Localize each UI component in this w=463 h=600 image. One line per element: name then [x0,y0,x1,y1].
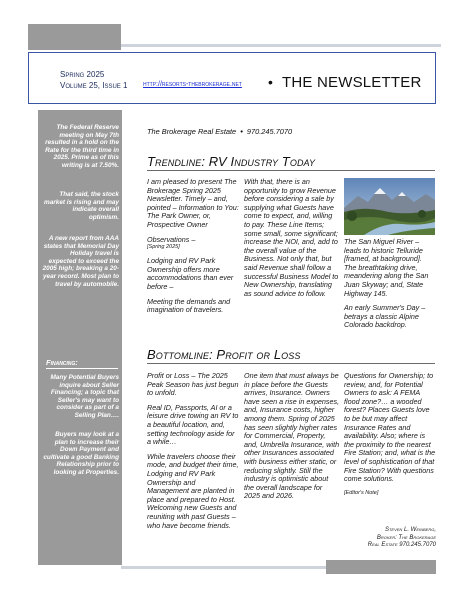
signature-title: Broker: The Brokerage [376,534,436,541]
trendline-revenue-text: With that, there is an opportunity to grow Revenue before considering a sale by supplying what Guests have come to expect, and, willing to pay. These Line Items; some small, some significant; increase the NOI, and, add to the overall value of the Business. Not only that, but said Revenue shall follow a successful Business Model to New Ownership, translating as sound advice to follow. [244,177,339,298]
bottom-rule-line [121,566,326,569]
issue-season: Spring 2025 [60,70,105,79]
san-miguel-river-photo [344,178,435,235]
masthead-bullet: • [268,74,273,90]
company-phone: 970.245.7070 [246,127,293,136]
trendline-observations: Observations – [147,234,196,244]
company-line [147,127,292,136]
sidebar-travel-note: A new report from AAA states that Memorial Day Holiday travel is expected to exceed the 2005 high; breaking a 20-year record. Most plan to travel by automobile. [42,235,119,288]
newsletter-title: THE NEWSLETTER [282,74,422,91]
trendline-column-1 [147,178,239,321]
bottomline-heading: Bottomline: Profit or Loss [147,347,301,362]
issue-volume: Volume 25, Issue 1 [60,81,128,90]
landscape-image [344,178,435,235]
sidebar-financing-heading: Financing: [46,358,78,367]
trendline-column-2 [244,178,340,304]
sidebar-stock-note: That said, the stock market is rising and may indicate overall optimism. [44,191,119,221]
company-bullet: • [240,127,243,136]
bottomline-hosting: While travelers choose their mode, and budget their time, Lodging and RV Park Ownership and Management are planted in place and prepared to Host. Welcoming new Guests and reuniting with past Guests – who have become friends. [147,451,239,530]
company-name: The Brokerage Real Estate [147,127,237,136]
trendline-demands: Meeting the demands and imagination of travelers. [147,296,231,315]
signature-name: Steven L. Weinberg, [384,527,436,533]
bottomline-column-1 [147,372,239,536]
trendline-lodging: Lodging and RV Park Ownership offers more accommodations than ever before – [147,256,234,291]
bottomline-rule [147,363,435,364]
bottomline-questions: Questions for Ownership; to review, and, for Potential Owners to ask: A FEMA flood zone?… a wooded forest? Places Guests love to be but may affect Insurance Rates and availability. Also; where is the proximity to the nearest Fire Station; and, what is the level of sophistication of that Fire Station? With questions come solutions. [344,371,436,484]
trendline-intro: I am pleased to present The Brokerage Spring 2025 Newsletter. Timely – and, pointed – Information to You: The Park Owner, or, Prospective Owner [147,177,239,229]
bottom-grey-bar [326,560,436,574]
sidebar-fed-rate-note: The Federal Reserve meeting on May 7th resulted in a hold on the Rate for the third time in 2025. Prime as of this writing is at 7.50%. [45,124,119,169]
website-link[interactable]: http://resorts-thebrokerage.net [143,81,242,88]
signature-block [344,527,436,550]
trendline-heading: Trendline: RV Industry Today [147,154,316,169]
bottomline-profit-loss: Profit or Loss – The 2025 Peak Season has just begun to unfold. [147,371,239,398]
sidebar-down-payment-note: Buyers may look at a plan to increase their Down Payment and cultivate a good Banking Relationship prior to looking at Properties. [43,431,119,476]
bottomline-travel: Real ID, Passports, AI or a leisure drive towing an RV to a beautiful location, and, setting technology aside for a while… [147,402,239,447]
photo-caption-2: An early Summer's Day – betrays a classic Alpine Colorado backdrop. [344,303,426,330]
sidebar-divider [46,368,118,369]
sidebar [38,110,122,565]
photo-caption: The San Miguel River – leads to historic Telluride [framed, at background]. The breathtaking drive, meandering along the San Juan Skyway; and, State Highway 145. [344,237,429,298]
top-rule-line [121,44,441,47]
editor-note: [Editor's Note] [344,489,379,496]
bottomline-column-3 [344,372,436,503]
trendline-column-3 [344,238,436,336]
trendline-season-tag: [Spring 2025] [147,244,180,251]
trendline-rule [147,170,435,171]
bottomline-column-2 [244,372,340,507]
sidebar-seller-financing-note: Many Potential Buyers inquire about Seller Financing; a topic that Seller's may want to consider as part of a Selling Plan…. [50,374,119,419]
signature-phone: Real Estate 970.245.7070 [367,542,436,549]
top-grey-bar [28,24,121,50]
bottomline-insurance: One item that must always be in place before the Guests arrives, Insurance. Owners have seen a rise in expenses, and, Insurance costs, higher among them. Spring of 2025 has seen slightly higher rates for Commercial, Property, and, Umbrella Insurance, with other Insurances associated with business either static, or reducing slightly. Still the industry is optimistic about the overall landscape for 2025 and 2026. [244,371,340,501]
